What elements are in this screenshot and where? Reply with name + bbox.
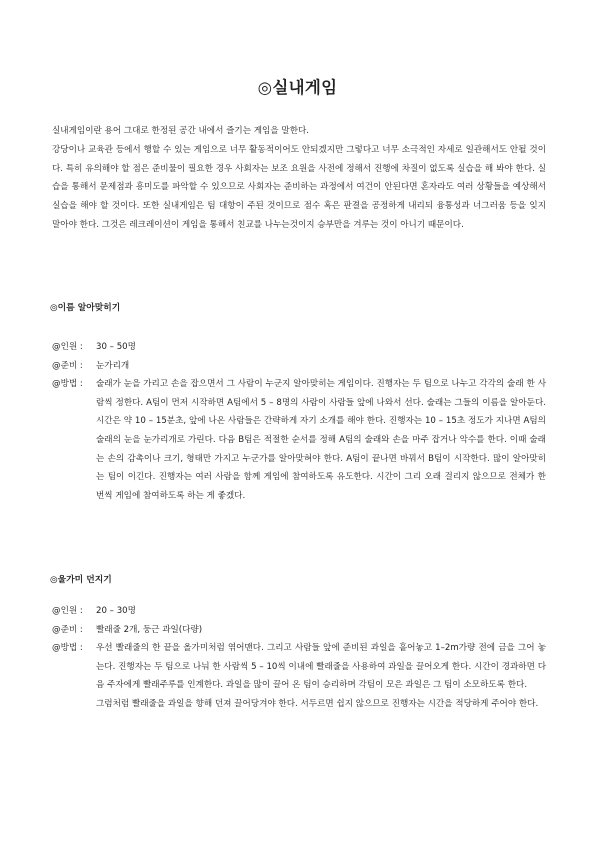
page-title: ◎실내게임 [257, 78, 338, 97]
detail-label: @인원 : [52, 606, 83, 616]
intro-paragraph: 강당이나 교육관 등에서 행할 수 있는 게임으로 너무 활동적이어도 안되겠지만 그렇다고 너무 소극적인 자세로 일관해서도 안될 것이다. 특히 유의해야 할 점은 준비물이 필요한 경우 사회자는 보조 요원을 사전에 정해서 진행에 차질이 없도록 실습을 해 봐야 한다. 실습을 통해서 문제점과 흥미도를 파악할 수 있으므로 사회자는 준비하는 과정에서 여건이 안된다면 혼자라도 여러 상황들을 예상해서 실습을 해야 할 것이다. 또한 실내게임은 팀 대항이 주된 것이므로 점수 혹은 판결을 공정하게 내리되 융통성과 너그러움 등을 잊지 말아야 한다. 그것은 레크레이션이 게임을 통해서 친교를 나누는것이지 승부만을 겨루는 것이 아니기 때문이다. [52, 144, 546, 230]
section-heading: ◎이름 알아맞히기 [50, 303, 121, 313]
detail-row-prep [52, 357, 546, 376]
detail-label: @방법 : [52, 643, 83, 654]
section-heading: ◎울가미 던지기 [50, 575, 112, 585]
section-details [52, 338, 546, 505]
detail-label: @준비 : [52, 624, 83, 635]
detail-value: 20 – 30명 [96, 606, 136, 616]
detail-value: 술래가 눈을 가리고 손을 잡으면서 그 사람이 누군지 알아맞히는 게임이다. 진행자는 두 팀으로 나누고 각각의 술래 한 사람씩 정한다. A팀이 먼저 시작하면 A팀에서 5 – 8명의 사람이 사람들 앞에 나와서 선다. 술래는 그들의 이름을 알아둔다. 시간은 약 10 – 15분초, 앞에 나온 사람들은 간략하게 자기 소개를 해야 한다. 진행자는 10 – 15초 정도가 지나면 A팀의 술래의 눈을 눈가리개로 가린다. 다음 B팀은 적절한 순서를 정해 A팀의 술래와 손을 마주 잡거나 악수를 한다. 이때 술래는 손의 감촉이나 크기, 형태만 가지고 누군가를 알아맞혀야 한다. A팀이 끝나면 바꿔서 B팀이 시작한다. 많이 알아맞히는 팀이 이긴다. 진행자는 여러 사람을 함께 게임에 참여하도록 유도한다. 시간이 그리 오래 걸리지 않으므로 전체가 한 번씩 게임에 참여하도록 하는 게 좋겠다. [96, 379, 546, 501]
detail-label: @인원 : [52, 342, 83, 352]
detail-value: 빨래줄 2개, 둥근 과일(다량) [96, 624, 203, 635]
detail-label: @준비 : [52, 360, 83, 371]
detail-row-method [52, 375, 546, 505]
detail-value: 그럼처럼 빨래줄을 과일을 향해 던져 끌어당겨야 한다. 서두르면 쉽지 않으므로 진행자는 시간을 적당하게 주어야 한다. [96, 698, 539, 709]
section-details [52, 602, 546, 714]
detail-row-people [52, 602, 546, 621]
detail-row-prep [52, 621, 546, 640]
detail-value: 30 – 50명 [96, 342, 136, 352]
detail-value: 우선 빨래줄의 한 끝을 올가미처럼 엮어맨다. 그리고 사람들 앞에 준비된 과일을 흩어놓고 1–2m가량 전에 금을 그어 놓는다. 진행자는 두 팀으로 나눠 한 사람씩 5 – 10씩 이내에 빨래줄을 사용하여 과일을 끌어오게 한다. 시간이 경과하면 다음 주자에게 빨래주루를 인계한다. 과일을 많이 끌어 온 팀이 승리하며 각팀이 모은 과일은 그 팀이 소모하도록 한다. [96, 643, 546, 691]
intro-paragraph: 실내게임이란 용어 그대로 한정된 공간 내에서 즐기는 게임을 말한다. [52, 126, 310, 136]
intro-text [52, 122, 546, 235]
detail-row-people [52, 338, 546, 357]
detail-value: 눈가리개 [96, 360, 130, 371]
detail-row-method [52, 639, 546, 713]
detail-label: @방법 : [52, 379, 83, 390]
